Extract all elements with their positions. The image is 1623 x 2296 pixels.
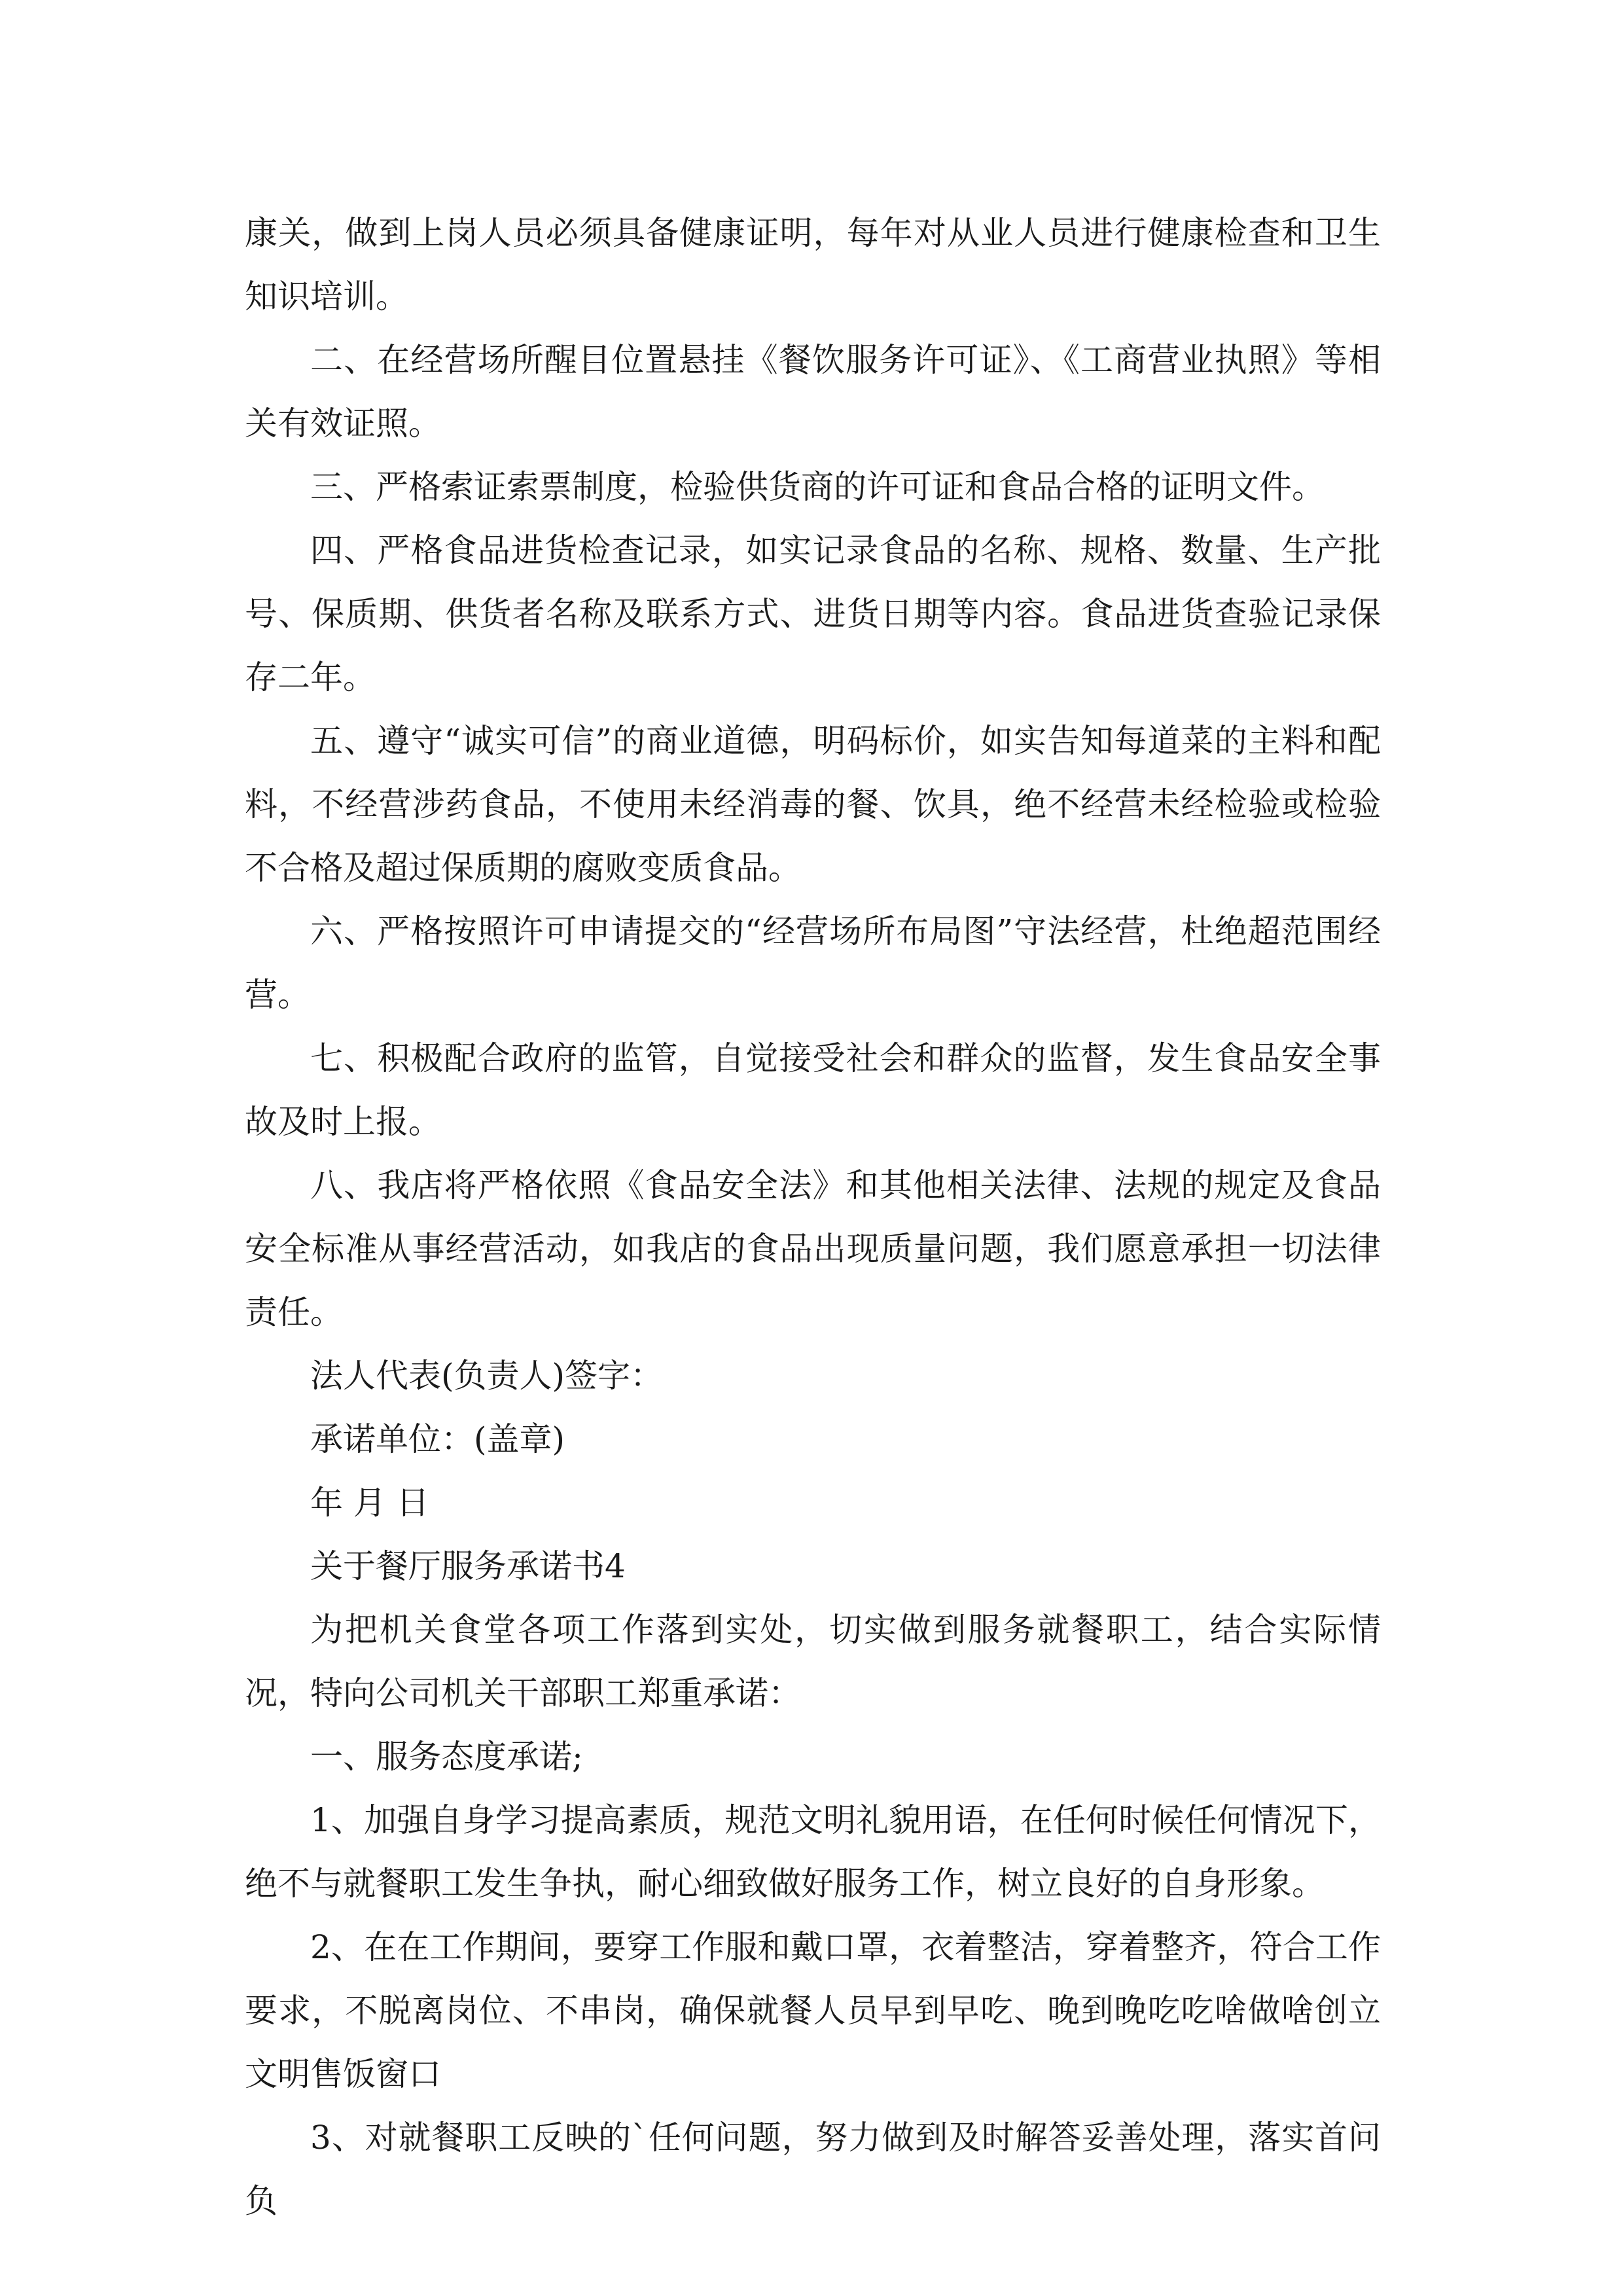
section-title: 关于餐厅服务承诺书4 — [310, 1547, 626, 1585]
paragraph: 1、加强自身学习提高素质，规范文明礼貌用语，在任何时候任何情况下，绝不与就餐职工发生争执，耐心细致做好服务工作，树立良好的自身形象。 — [245, 1801, 1381, 1903]
paragraph: 2、在在工作期间，要穿工作服和戴口罩，衣着整洁，穿着整齐，符合工作要求，不脱离岗位、不串岗，确保就餐人员早到早吃、晚到晚吃吃啥做啥创立文明售饭窗口 — [245, 1928, 1381, 2093]
document-body — [245, 202, 1381, 2233]
paragraph: 八、我店将严格依照《食品安全法》和其他相关法律、法规的规定及食品安全标准从事经营活动，如我店的食品出现质量问题，我们愿意承担一切法律责任。 — [245, 1166, 1381, 1331]
seal-line: 承诺单位：(盖章) — [310, 1420, 565, 1458]
paragraph: 四、严格食品进货检查记录，如实记录食品的名称、规格、数量、生产批号、保质期、供货者名称及联系方式、进货日期等内容。食品进货查验记录保存二年。 — [245, 531, 1381, 696]
paragraph: 为把机关食堂各项工作落到实处，切实做到服务就餐职工，结合实际情况，特向公司机关干部职工郑重承诺： — [245, 1611, 1381, 1712]
signature-line: 法人代表(负责人)签字： — [310, 1357, 664, 1395]
date-line: 年 月 日 — [310, 1484, 429, 1522]
paragraph: 六、严格按照许可申请提交的“经营场所布局图”守法经营，杜绝超范围经营。 — [245, 912, 1381, 1014]
paragraph: 三、严格索证索票制度，检验供货商的许可证和食品合格的证明文件。 — [310, 468, 1325, 506]
paragraph: 一、服务态度承诺; — [310, 1738, 583, 1776]
paragraph: 五、遵守“诚实可信”的商业道德，明码标价，如实告知每道菜的主料和配料，不经营涉药食品，不使用未经消毒的餐、饮具，绝不经营未经检验或检验不合格及超过保质期的腐败变质食品。 — [245, 722, 1381, 887]
paragraph: 3、对就餐职工反映的`任何问题，努力做到及时解答妥善处理，落实首问负 — [245, 2119, 1381, 2220]
paragraph: 康关，做到上岗人员必须具备健康证明，每年对从业人员进行健康检查和卫生知识培训。 — [245, 214, 1381, 315]
paragraph: 二、在经营场所醒目位置悬挂《餐饮服务许可证》、《工商营业执照》等相关有效证照。 — [245, 341, 1381, 442]
paragraph: 七、积极配合政府的监管，自觉接受社会和群众的监督，发生食品安全事故及时上报。 — [245, 1039, 1381, 1141]
